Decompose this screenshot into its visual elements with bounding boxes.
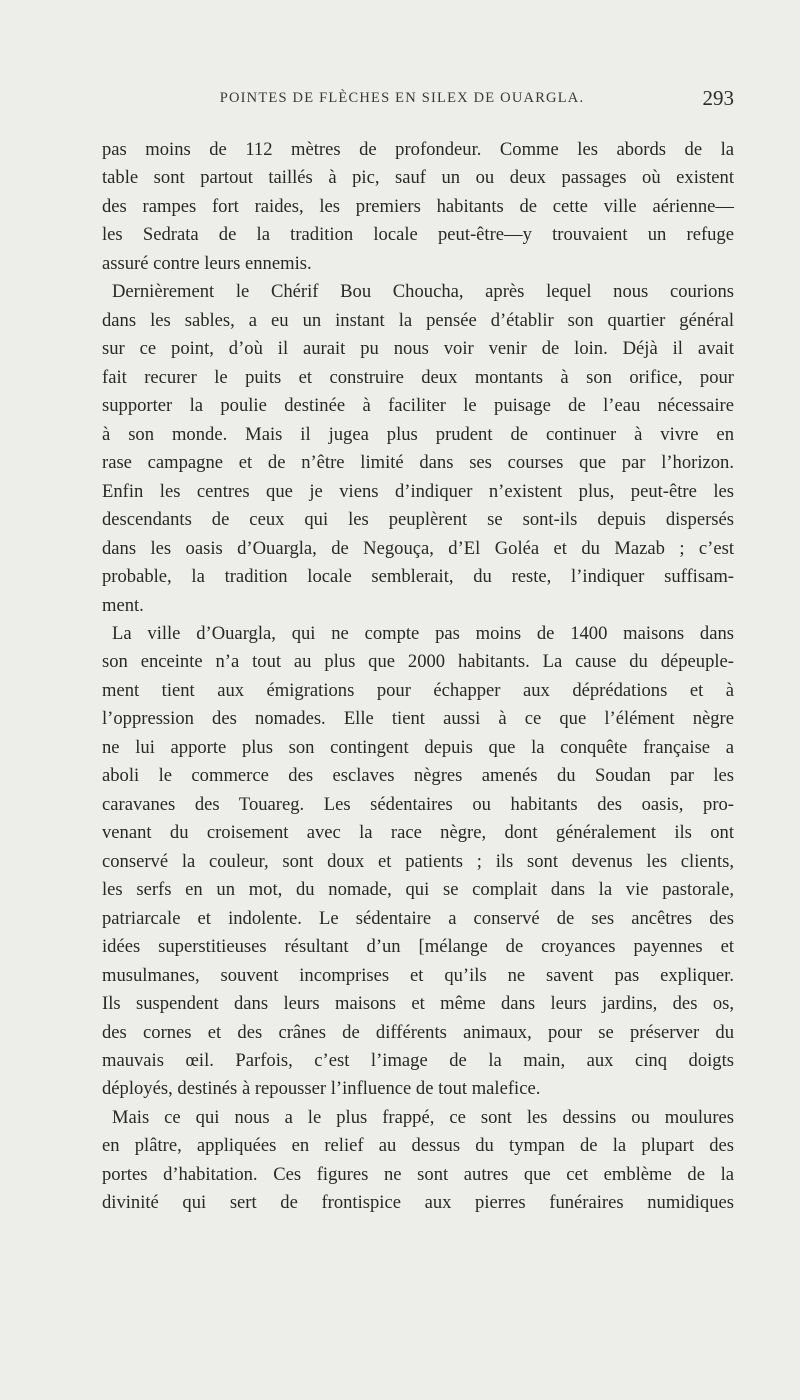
text-line: caravanes des Touareg. Les sédentaires ou habitants des oasis, pro- xyxy=(102,793,734,815)
text-line: pas moins de 112 mètres de profondeur. Comme les abords de la xyxy=(102,139,734,160)
text-line: supporter la poulie destinée à faciliter le puisage de l’eau nécessaire xyxy=(102,395,734,417)
text-line: rase campagne et de n’être limité dans ses courses que par l’horizon. xyxy=(102,452,734,474)
text-line: Dernièrement le Chérif Bou Choucha, après lequel nous courions xyxy=(112,281,734,303)
text-line: portes d’habitation. Ces figures ne sont autres que cet emblème de la xyxy=(102,1163,734,1185)
text-line: mauvais œil. Parfois, c’est l’image de la main, aux cinq doigts xyxy=(102,1050,734,1071)
text-line: Enfin les centres que je viens d’indiquer n’existent plus, peut-être les xyxy=(102,480,734,502)
body-text xyxy=(102,136,734,1218)
text-line: Ils suspendent dans leurs maisons et même dans leurs jardins, des os, xyxy=(102,993,734,1015)
text-line: des cornes et des crânes de différents animaux, pour se préserver du xyxy=(102,1021,734,1043)
text-line: ment tient aux émigrations pour échapper aux déprédations et à xyxy=(102,679,734,701)
text-line: descendants de ceux qui les peuplèrent se sont-ils depuis dispersés xyxy=(102,509,734,531)
text-line: les serfs en un mot, du nomade, qui se complait dans la vie pastorale, xyxy=(102,879,734,901)
text-line: fait recurer le puits et construire deux montants à son orifice, pour xyxy=(102,366,734,388)
text-line: divinité qui sert de frontispice aux pierres funéraires numidiques xyxy=(102,1192,734,1214)
text-line: probable, la tradition locale semblerait, du reste, l’indiquer suffisam- xyxy=(102,566,734,588)
running-head xyxy=(70,88,734,116)
text-line: aboli le commerce des esclaves nègres amenés du Soudan par les xyxy=(102,765,734,787)
text-line: l’oppression des nomades. Elle tient aussi à ce que l’élément nègre xyxy=(102,708,734,730)
text-line: table sont partout taillés à pic, sauf un ou deux passages où existent xyxy=(102,167,734,189)
text-line: conservé la couleur, sont doux et patients ; ils sont devenus les clients, xyxy=(102,850,734,872)
text-line: dans les oasis d’Ouargla, de Negouça, d’El Goléa et du Mazab ; c’est xyxy=(102,537,734,559)
text-line: ment. xyxy=(102,594,144,616)
text-line: dans les sables, a eu un instant la pensée d’établir son quartier général xyxy=(102,309,734,331)
text-line: La ville d’Ouargla, qui ne compte pas moins de 1400 maisons dans xyxy=(112,622,734,644)
page-number: 293 xyxy=(702,86,734,110)
text-line: assuré contre leurs ennemis. xyxy=(102,252,312,274)
running-title: POINTES DE FLÈCHES EN SILEX DE OUARGLA. xyxy=(219,90,585,106)
text-line: Mais ce qui nous a le plus frappé, ce sont les dessins ou moulures xyxy=(112,1106,734,1128)
text-line: musulmanes, souvent incomprises et qu’ils ne savent pas expliquer. xyxy=(102,964,734,986)
text-line: en plâtre, appliquées en relief au dessus du tympan de la plupart des xyxy=(102,1135,734,1157)
text-line: sur ce point, d’où il aurait pu nous voir venir de loin. Déjà il avait xyxy=(102,338,734,360)
text-line: à son monde. Mais il jugea plus prudent de continuer à vivre en xyxy=(102,423,734,445)
text-line: les Sedrata de la tradition locale peut-être—y trouvaient un refuge xyxy=(102,224,734,246)
text-line: déployés, destinés à repousser l’influence de tout malefice. xyxy=(102,1078,541,1100)
text-line: idées superstitieuses résultant d’un [mélange de croyances payennes et xyxy=(102,936,734,958)
text-line: des rampes fort raides, les premiers habitants de cette ville aérienne— xyxy=(102,195,734,217)
text-line: ne lui apporte plus son contingent depuis que la conquête française a xyxy=(102,736,734,758)
text-line: patriarcale et indolente. Le sédentaire a conservé de ses ancêtres des xyxy=(102,907,734,929)
text-line: venant du croisement avec la race nègre, dont généralement ils ont xyxy=(102,822,734,844)
text-line: son enceinte n’a tout au plus que 2000 habitants. La cause du dépeuple- xyxy=(102,651,734,673)
